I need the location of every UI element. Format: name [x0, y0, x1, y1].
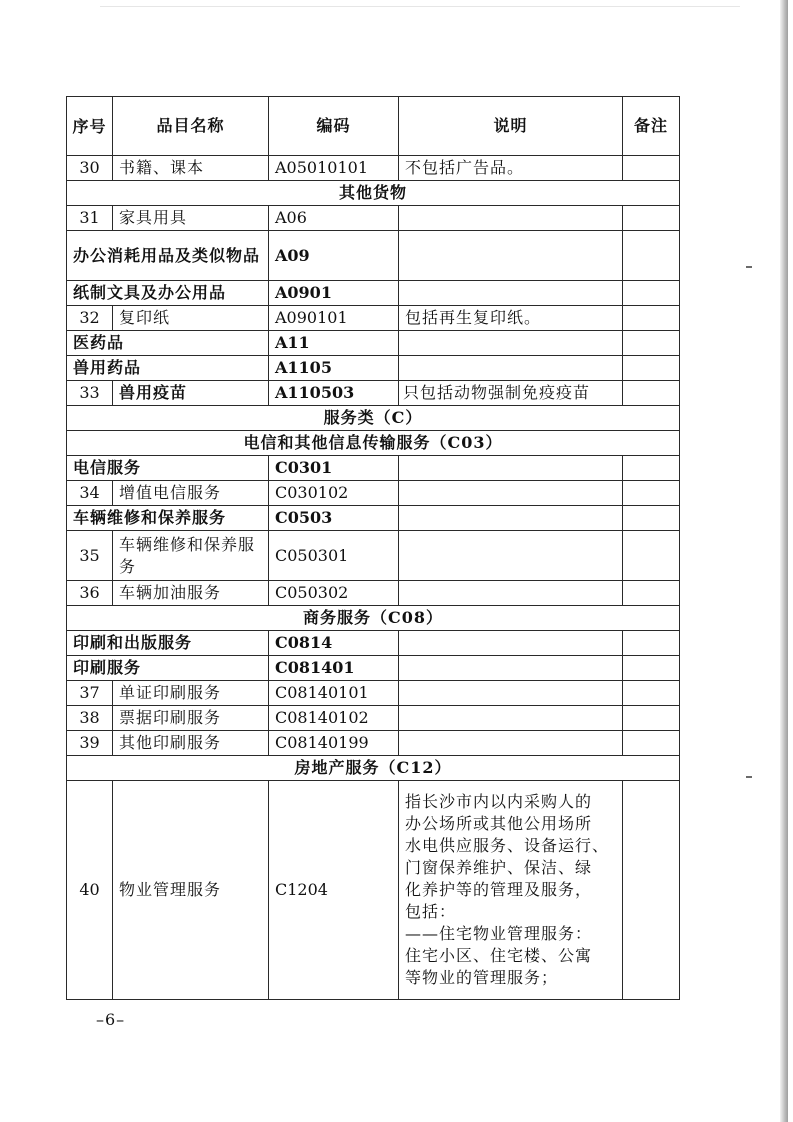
row-note — [623, 331, 680, 356]
header-no: 序号 — [67, 97, 113, 156]
row-note — [623, 156, 680, 181]
row-desc — [399, 681, 623, 706]
row-note — [623, 306, 680, 331]
row-name: 车辆维修和保养服务 — [113, 531, 269, 581]
row-code: C08140199 — [269, 731, 399, 756]
desc-line: ——住宅物业管理服务： — [405, 924, 593, 943]
section-row — [67, 406, 680, 431]
row-name: 车辆加油服务 — [113, 581, 269, 606]
row-name: 车辆维修和保养服务 — [67, 506, 269, 531]
section-row — [67, 431, 680, 456]
row-note — [623, 281, 680, 306]
row-code: C08140101 — [269, 681, 399, 706]
row-desc — [399, 706, 623, 731]
row-no: 32 — [67, 306, 113, 331]
row-name: 家具用具 — [113, 206, 269, 231]
row-name: 增值电信服务 — [113, 481, 269, 506]
category-row — [67, 656, 680, 681]
table-row — [67, 731, 680, 756]
header-code: 编码 — [269, 97, 399, 156]
row-desc — [399, 631, 623, 656]
desc-line: 化养护等的管理及服务， — [405, 880, 593, 899]
row-note — [623, 231, 680, 281]
row-code: A11 — [269, 331, 399, 356]
category-row — [67, 456, 680, 481]
row-no: 31 — [67, 206, 113, 231]
row-code: C081401 — [269, 656, 399, 681]
row-note — [623, 356, 680, 381]
row-note — [623, 381, 680, 406]
row-note — [623, 506, 680, 531]
scan-edge-shadow — [780, 0, 788, 1122]
row-name: 兽用药品 — [67, 356, 269, 381]
row-desc — [399, 581, 623, 606]
table-row — [67, 581, 680, 606]
section-row — [67, 181, 680, 206]
row-no: 34 — [67, 481, 113, 506]
header-desc: 说明 — [399, 97, 623, 156]
row-desc — [399, 481, 623, 506]
row-code: A0901 — [269, 281, 399, 306]
row-desc — [399, 206, 623, 231]
row-note — [623, 781, 680, 1000]
category-row — [67, 281, 680, 306]
desc-line: 门窗保养维护、保洁、绿 — [405, 858, 593, 877]
row-code: C050301 — [269, 531, 399, 581]
section-row — [67, 606, 680, 631]
row-desc: 包括再生复印纸。 — [399, 306, 623, 331]
row-code: C0503 — [269, 506, 399, 531]
scan-speck — [746, 266, 752, 268]
row-note — [623, 206, 680, 231]
row-name: 电信服务 — [67, 456, 269, 481]
row-note — [623, 706, 680, 731]
page-number: –6– — [96, 1010, 126, 1029]
row-note — [623, 581, 680, 606]
section-title: 其他货物 — [67, 181, 680, 206]
scan-speck — [746, 776, 752, 778]
row-desc — [399, 331, 623, 356]
row-name: 纸制文具及办公用品 — [67, 281, 269, 306]
table-row — [67, 306, 680, 331]
table-row — [67, 156, 680, 181]
row-name: 其他印刷服务 — [113, 731, 269, 756]
row-code: A110503 — [269, 381, 399, 406]
header-note: 备注 — [623, 97, 680, 156]
desc-line: 办公场所或其他公用场所 — [405, 814, 593, 833]
row-desc — [399, 731, 623, 756]
row-desc — [399, 506, 623, 531]
row-note — [623, 456, 680, 481]
procurement-catalog-table — [66, 96, 680, 1000]
desc-line: 指长沙市内以内采购人的 — [405, 792, 593, 811]
section-title: 服务类（C） — [67, 406, 680, 431]
row-desc — [399, 231, 623, 281]
row-no: 40 — [67, 781, 113, 1000]
row-code: A09 — [269, 231, 399, 281]
row-note — [623, 656, 680, 681]
header-name: 品目名称 — [113, 97, 269, 156]
desc-line: 水电供应服务、设备运行、 — [405, 836, 610, 855]
row-note — [623, 531, 680, 581]
row-note — [623, 681, 680, 706]
section-title: 商务服务（C08） — [67, 606, 680, 631]
section-title: 房地产服务（C12） — [67, 756, 680, 781]
table-row — [67, 531, 680, 581]
row-code: A090101 — [269, 306, 399, 331]
table-row — [67, 481, 680, 506]
category-row — [67, 356, 680, 381]
row-code: C030102 — [269, 481, 399, 506]
row-no: 30 — [67, 156, 113, 181]
row-note — [623, 731, 680, 756]
section-title: 电信和其他信息传输服务（C03） — [67, 431, 680, 456]
row-name: 兽用疫苗 — [113, 381, 269, 406]
table-row — [67, 381, 680, 406]
table-row — [67, 706, 680, 731]
row-desc — [399, 781, 623, 1000]
row-note — [623, 481, 680, 506]
table-row — [67, 681, 680, 706]
row-desc — [399, 456, 623, 481]
row-name: 印刷和出版服务 — [67, 631, 269, 656]
row-name: 票据印刷服务 — [113, 706, 269, 731]
category-row — [67, 331, 680, 356]
row-code: C0814 — [269, 631, 399, 656]
row-note — [623, 631, 680, 656]
row-name: 物业管理服务 — [113, 781, 269, 1000]
row-no: 37 — [67, 681, 113, 706]
desc-line: 住宅小区、住宅楼、公寓 — [405, 946, 593, 965]
row-desc: 只包括动物强制免疫疫苗 — [399, 381, 623, 406]
row-no: 36 — [67, 581, 113, 606]
row-code: C0301 — [269, 456, 399, 481]
row-name: 复印纸 — [113, 306, 269, 331]
row-name: 印刷服务 — [67, 656, 269, 681]
category-row — [67, 631, 680, 656]
category-row — [67, 506, 680, 531]
row-code: C050302 — [269, 581, 399, 606]
row-no: 39 — [67, 731, 113, 756]
row-no: 33 — [67, 381, 113, 406]
row-desc — [399, 656, 623, 681]
desc-line: 包括： — [405, 902, 457, 921]
row-code: A05010101 — [269, 156, 399, 181]
row-code: C1204 — [269, 781, 399, 1000]
category-row — [67, 231, 680, 281]
row-name: 书籍、课本 — [113, 156, 269, 181]
row-name: 单证印刷服务 — [113, 681, 269, 706]
scan-edge-line — [100, 6, 740, 7]
row-desc: 不包括广告品。 — [399, 156, 623, 181]
section-row — [67, 756, 680, 781]
table-row — [67, 206, 680, 231]
row-no: 35 — [67, 531, 113, 581]
row-desc — [399, 281, 623, 306]
row-name: 医药品 — [67, 331, 269, 356]
table-row — [67, 781, 680, 1000]
row-code: A06 — [269, 206, 399, 231]
row-desc — [399, 356, 623, 381]
table-header-row — [67, 97, 680, 156]
row-name: 办公消耗用品及类似物品 — [67, 231, 269, 281]
desc-line: 等物业的管理服务； — [405, 968, 559, 987]
row-desc — [399, 531, 623, 581]
row-code: A1105 — [269, 356, 399, 381]
row-no: 38 — [67, 706, 113, 731]
row-code: C08140102 — [269, 706, 399, 731]
